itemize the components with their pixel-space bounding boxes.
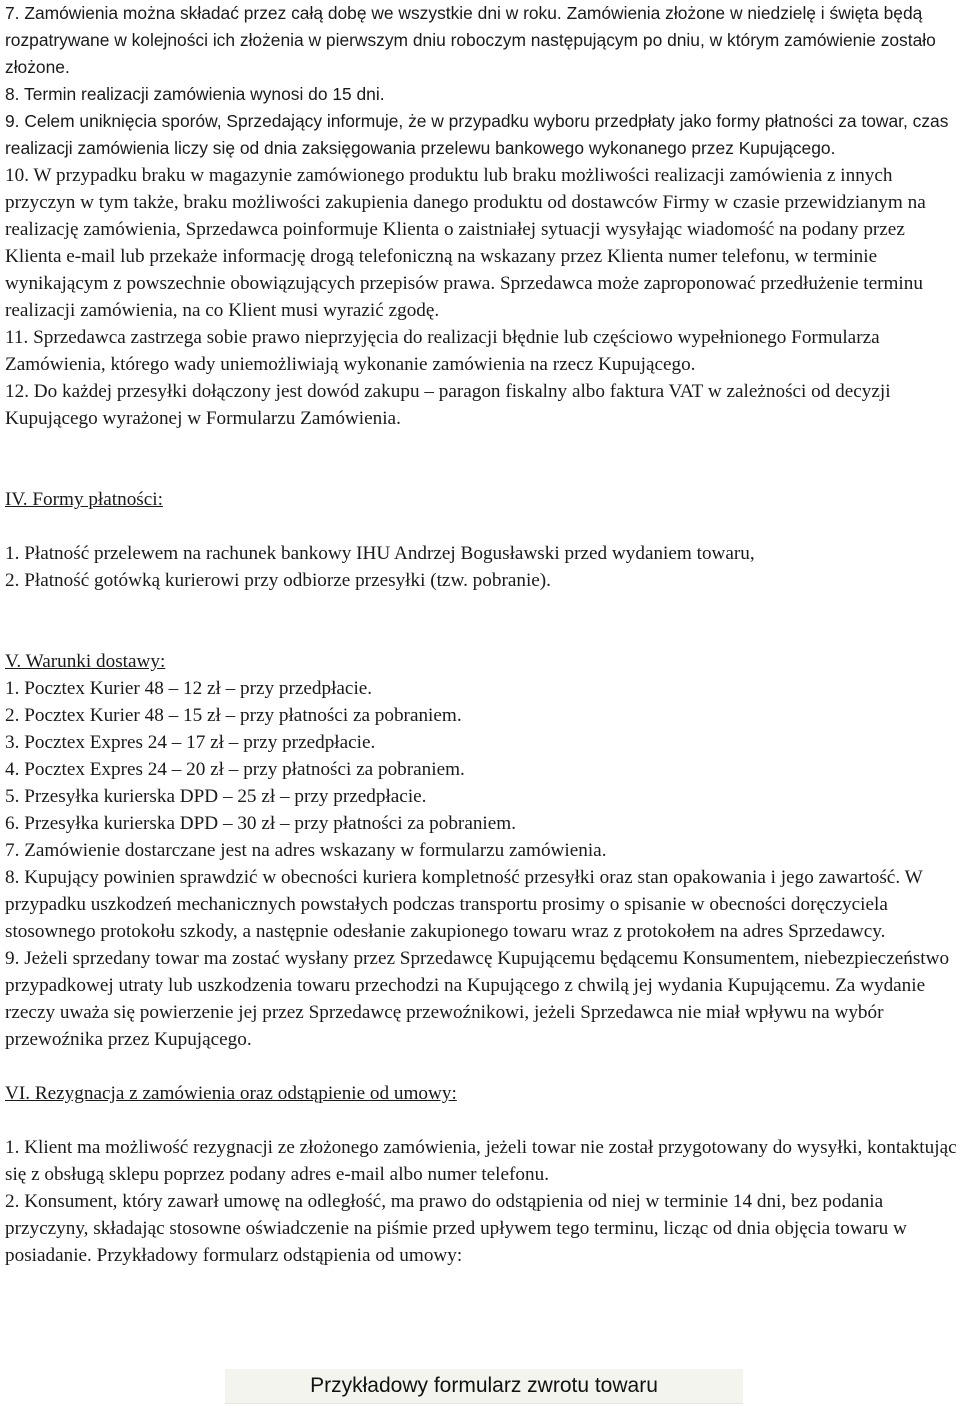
section3-item-9: 9. Celem uniknięcia sporów, Sprzedający informuje, że w przypadku wyboru przedpłaty jako formy płatności za towar, czas realizacji zamówienia liczy się od dnia zaksięgowania przelewu bankowego wykonanego przez Kupującego.: [5, 111, 949, 158]
section3-item-11: 11. Sprzedawca zastrzega sobie prawo nieprzyjęcia do realizacji błędnie lub częściowo wypełnionego Formularza Zamówienia, którego wady uniemożliwiają wykonanie zamówienia na rzecz Kupującego.: [5, 327, 880, 375]
section6-heading: VI. Rezygnacja z zamówienia oraz odstąpienie od umowy:: [5, 1083, 457, 1104]
return-form-button[interactable]: Przykładowy formularz zwrotu towaru: [225, 1369, 743, 1404]
delivery-item-4: 4. Pocztex Expres 24 – 20 zł – przy płatności za pobraniem.: [5, 759, 465, 780]
button-row: [0, 1369, 960, 1407]
section3-item-10: 10. W przypadku braku w magazynie zamówionego produktu lub braku możliwości realizacji zamówienia z innych przyczyn w tym także, braku możliwości zakupienia danego produktu od dostawców Firmy w czasie przewidzianym na realizację zamówienia, Sprzedawca poinformuje Klienta o zaistniałej sytuacji wysyłając wiadomość na podany przez Klienta e-mail lub przekaże informację drogą telefoniczną na wskazany przez Klienta numer telefonu, w terminie wynikającym z powszechnie obowiązujących przepisów prawa. Sprzedawca może zaproponować przedłużenie terminu realizacji zamówienia, na co Klient musi wyrazić zgodę.: [5, 165, 926, 321]
withdrawal-item-2: 2. Konsument, który zawarł umowę na odległość, ma prawo do odstąpienia od niej w terminie 14 dni, bez podania przyczyny, składając stosowne oświadczenie na piśmie przed upływem tego terminu, licząc od dnia objęcia towaru w posiadanie. Przykładowy formularz odstąpienia od umowy:: [5, 1191, 907, 1266]
section3-item-8: 8. Termin realizacji zamówienia wynosi do 15 dni.: [5, 84, 385, 104]
section5-heading: V. Warunki dostawy:: [5, 651, 166, 672]
delivery-item-5: 5. Przesyłka kurierska DPD – 25 zł – przy przedpłacie.: [5, 786, 427, 807]
section4-heading: IV. Formy płatności:: [5, 489, 163, 510]
section3-item-12: 12. Do każdej przesyłki dołączony jest dowód zakupu – paragon fiskalny albo faktura VAT w zależności od decyzji Kupującego wyrażonej w Formularzu Zamówienia.: [5, 381, 891, 429]
delivery-item-8: 8. Kupujący powinien sprawdzić w obecności kuriera kompletność przesyłki oraz stan opakowania i jego zawartość. W przypadku uszkodzeń mechanicznych powstałych podczas transportu prosimy o spisanie w obecności doręczyciela stosownego protokołu szkody, a następnie odesłanie zakupionego towaru wraz z protokołem na adres Sprzedawcy.: [5, 867, 923, 942]
payment-item-2: 2. Płatność gotówką kurierowi przy odbiorze przesyłki (tzw. pobranie).: [5, 570, 551, 591]
document-page: [5, 0, 957, 1269]
delivery-item-2: 2. Pocztex Kurier 48 – 15 zł – przy płatności za pobraniem.: [5, 705, 462, 726]
delivery-item-3: 3. Pocztex Expres 24 – 17 zł – przy przedpłacie.: [5, 732, 376, 753]
delivery-item-7: 7. Zamówienie dostarczane jest na adres wskazany w formularzu zamówienia.: [5, 840, 607, 861]
delivery-item-1: 1. Pocztex Kurier 48 – 12 zł – przy przedpłacie.: [5, 678, 373, 699]
delivery-item-9: 9. Jeżeli sprzedany towar ma zostać wysłany przez Sprzedawcę Kupującemu będącemu Konsumentem, niebezpieczeństwo przypadkowej utraty lub uszkodzenia towaru przechodzi na Kupującego z chwilą jej wydania Kupującemu. Za wydanie rzeczy uważa się powierzenie jej przez Sprzedawcę przewoźnikowi, jeżeli Sprzedawca nie miał wpływu na wybór przewoźnika przez Kupującego.: [5, 948, 950, 1050]
withdrawal-item-1: 1. Klient ma możliwość rezygnacji ze złożonego zamówienia, jeżeli towar nie został przygotowany do wysyłki, kontaktując się z obsługą sklepu poprzez podany adres e-mail albo numer telefonu.: [5, 1137, 957, 1185]
delivery-item-6: 6. Przesyłka kurierska DPD – 30 zł – przy płatności za pobraniem.: [5, 813, 516, 834]
section3-item-7: 7. Zamówienia można składać przez całą dobę we wszystkie dni w roku. Zamówienia złożone w niedzielę i święta będą rozpatrywane w kolejności ich złożenia w pierwszym dniu roboczym następującym po dniu, w którym zamówienie zostało złożone.: [5, 3, 936, 77]
payment-item-1: 1. Płatność przelewem na rachunek bankowy IHU Andrzej Bogusławski przed wydaniem towaru,: [5, 543, 755, 564]
